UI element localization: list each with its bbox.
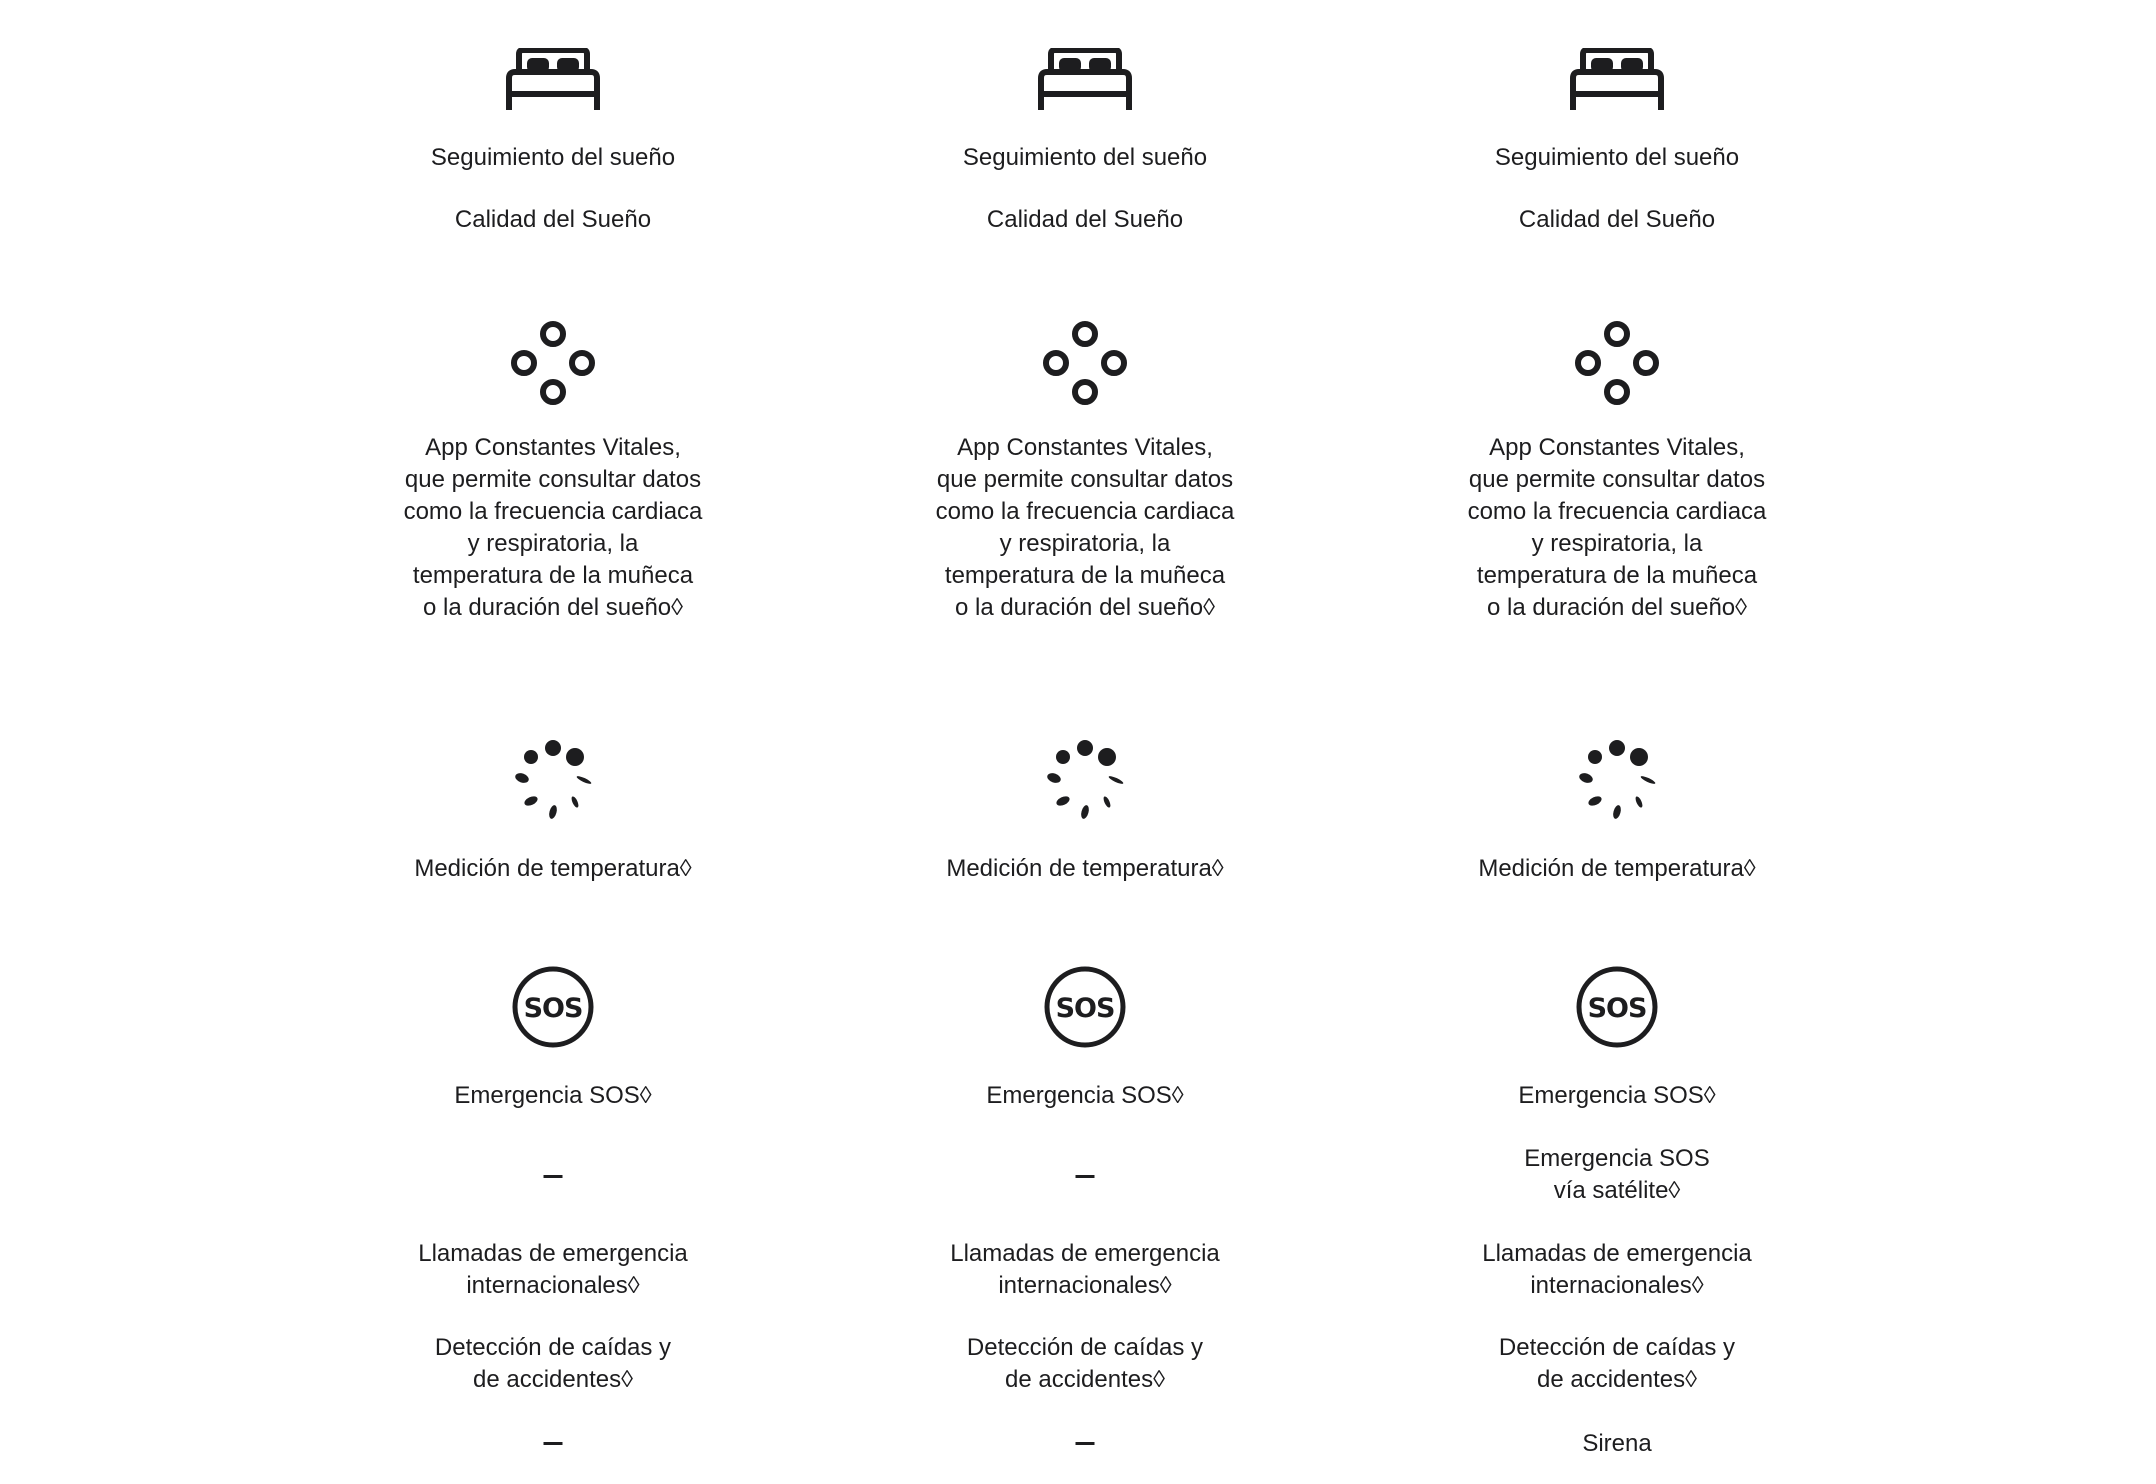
fall-detection-label: Detección de caídas y de accidentes◊ bbox=[1498, 1334, 1736, 1393]
sleep-quality-label: Calidad del Sueño bbox=[986, 206, 1184, 233]
emergency-sos-label: Emergencia SOS◊ bbox=[1518, 1082, 1716, 1109]
sos-icon bbox=[1575, 965, 1659, 1049]
temperature-icon bbox=[1575, 738, 1659, 822]
not-available-dash bbox=[1076, 1442, 1095, 1445]
temperature-label: Medición de temperatura◊ bbox=[414, 855, 692, 882]
vitals-icon bbox=[1574, 320, 1660, 406]
sleep-quality-label: Calidad del Sueño bbox=[454, 206, 652, 233]
vitals-icon bbox=[1042, 320, 1128, 406]
emergency-sos-label: Emergencia SOS◊ bbox=[986, 1082, 1184, 1109]
temperature-icon bbox=[511, 738, 595, 822]
temperature-label: Medición de temperatura◊ bbox=[1478, 855, 1756, 882]
siren-label: Sirena bbox=[1582, 1430, 1652, 1457]
comparison-column-1 bbox=[383, 0, 723, 1484]
vitals-app-label: App Constantes Vitales, que permite consultar datos como la frecuencia cardiaca y respiratoria, la temperatura de la muñeca o la duración del sueño◊ bbox=[1467, 434, 1767, 621]
comparison-column-3 bbox=[1447, 0, 1787, 1484]
svg-text:SOS: SOS bbox=[523, 993, 583, 1024]
vitals-app-label: App Constantes Vitales, que permite consultar datos como la frecuencia cardiaca y respiratoria, la temperatura de la muñeca o la duración del sueño◊ bbox=[403, 434, 703, 621]
satellite-sos-label: Emergencia SOS vía satélite◊ bbox=[1524, 1145, 1710, 1204]
bed-icon bbox=[1037, 48, 1133, 114]
international-calls-label: Llamadas de emergencia internacionales◊ bbox=[418, 1240, 688, 1299]
bed-icon bbox=[1569, 48, 1665, 114]
not-available-dash bbox=[1076, 1175, 1095, 1178]
fall-detection-label: Detección de caídas y de accidentes◊ bbox=[966, 1334, 1204, 1393]
international-calls-label: Llamadas de emergencia internacionales◊ bbox=[1482, 1240, 1752, 1299]
temperature-icon bbox=[1043, 738, 1127, 822]
svg-text:SOS: SOS bbox=[1587, 993, 1647, 1024]
sleep-tracking-label: Seguimiento del sueño bbox=[962, 144, 1208, 171]
not-available-dash bbox=[544, 1175, 563, 1178]
comparison-column-2 bbox=[915, 0, 1255, 1484]
international-calls-label: Llamadas de emergencia internacionales◊ bbox=[950, 1240, 1220, 1299]
sleep-tracking-label: Seguimiento del sueño bbox=[430, 144, 676, 171]
emergency-sos-label: Emergencia SOS◊ bbox=[454, 1082, 652, 1109]
temperature-label: Medición de temperatura◊ bbox=[946, 855, 1224, 882]
svg-text:SOS: SOS bbox=[1055, 993, 1115, 1024]
sos-icon bbox=[1043, 965, 1127, 1049]
vitals-app-label: App Constantes Vitales, que permite consultar datos como la frecuencia cardiaca y respiratoria, la temperatura de la muñeca o la duración del sueño◊ bbox=[935, 434, 1235, 621]
vitals-icon bbox=[510, 320, 596, 406]
bed-icon bbox=[505, 48, 601, 114]
fall-detection-label: Detección de caídas y de accidentes◊ bbox=[434, 1334, 672, 1393]
sleep-tracking-label: Seguimiento del sueño bbox=[1494, 144, 1740, 171]
sos-icon bbox=[511, 965, 595, 1049]
sleep-quality-label: Calidad del Sueño bbox=[1518, 206, 1716, 233]
not-available-dash bbox=[544, 1442, 563, 1445]
